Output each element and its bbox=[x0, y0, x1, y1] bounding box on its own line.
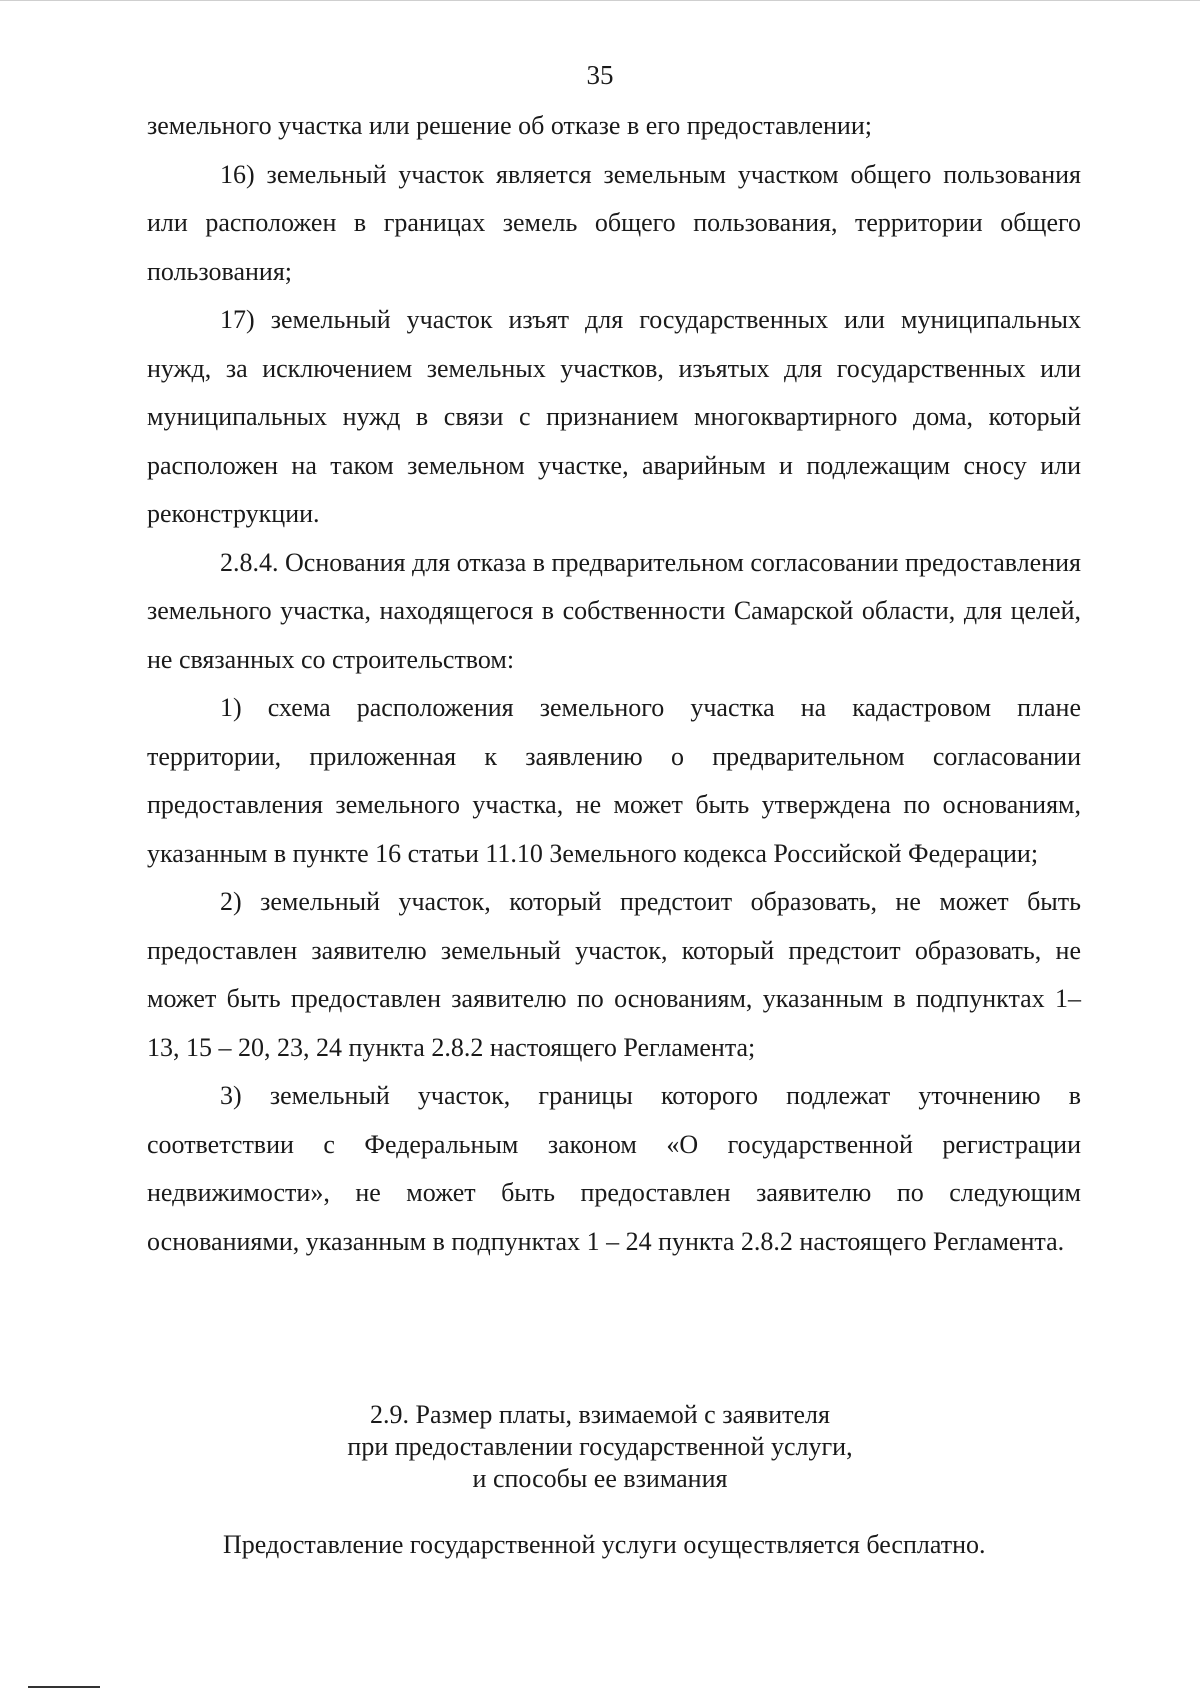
paragraph-continuation: земельного участка или решение об отказе в его предоставлении; bbox=[147, 111, 872, 140]
paragraph-subitem-2: 2) земельный участок, который предстоит образовать, не может быть предоставлен заявителю земельный участок, который предстоит образовать, не может быть предоставлен заявителю по основаниям, указанным в подпунктах 1– 13, 15 – 20, 23, 24 пункта 2.8.2 настоящего Регламента; bbox=[147, 887, 1081, 1062]
section-heading-line: при предоставлении государственной услуги, bbox=[347, 1432, 853, 1461]
section-heading-line: 2.9. Размер платы, взимаемой с заявителя bbox=[369, 1400, 830, 1429]
paragraph-item-16: 16) земельный участок является земельным участком общего пользования или расположен в границах земель общего пользования, территории общего пользования; bbox=[147, 159, 1081, 286]
footer-rule bbox=[28, 1686, 100, 1688]
paragraph-subitem-3: 3) земельный участок, границы которого подлежат уточнению в соответствии с Федеральным законом «О государственной регистрации недвижимости», не может быть предоставлен заявителю по следующим основаниями, указанным в подпунктах 1 – 24 пункта 2.8.2 настоящего Регламента. bbox=[147, 1081, 1081, 1256]
paragraph-2-8-4: 2.8.4. Основания для отказа в предварительном согласовании предоставления земельного участка, находящегося в собственности Самарской области, для целей, не связанных со строительством: bbox=[147, 547, 1082, 674]
paragraph-item-17: 17) земельный участок изъят для государственных или муниципальных нужд, за исключением земельных участков, изъятых для государственных или муниципальных нужд в связи с признанием многоквартирного дома, который расположен на таком земельном участке, аварийным и подлежащим сносу или реконструкции. bbox=[147, 305, 1081, 528]
paragraph-free-of-charge: Предоставление государственной услуги осуществляется бесплатно. bbox=[223, 1530, 986, 1559]
document-body bbox=[147, 102, 1081, 1266]
page-number: 35 bbox=[586, 60, 614, 90]
section-heading-line: и способы ее взимания bbox=[472, 1464, 728, 1493]
section-heading-2-9 bbox=[0, 1399, 1200, 1495]
paragraph-subitem-1: 1) схема расположения земельного участка на кадастровом плане территории, приложенная к заявлению о предварительном согласовании предоставления земельного участка, не может быть утверждена по основаниям, указанным в пункте 16 статьи 11.10 Земельного кодекса Российской Федерации; bbox=[147, 693, 1081, 868]
scan-top-edge bbox=[0, 0, 1200, 1]
